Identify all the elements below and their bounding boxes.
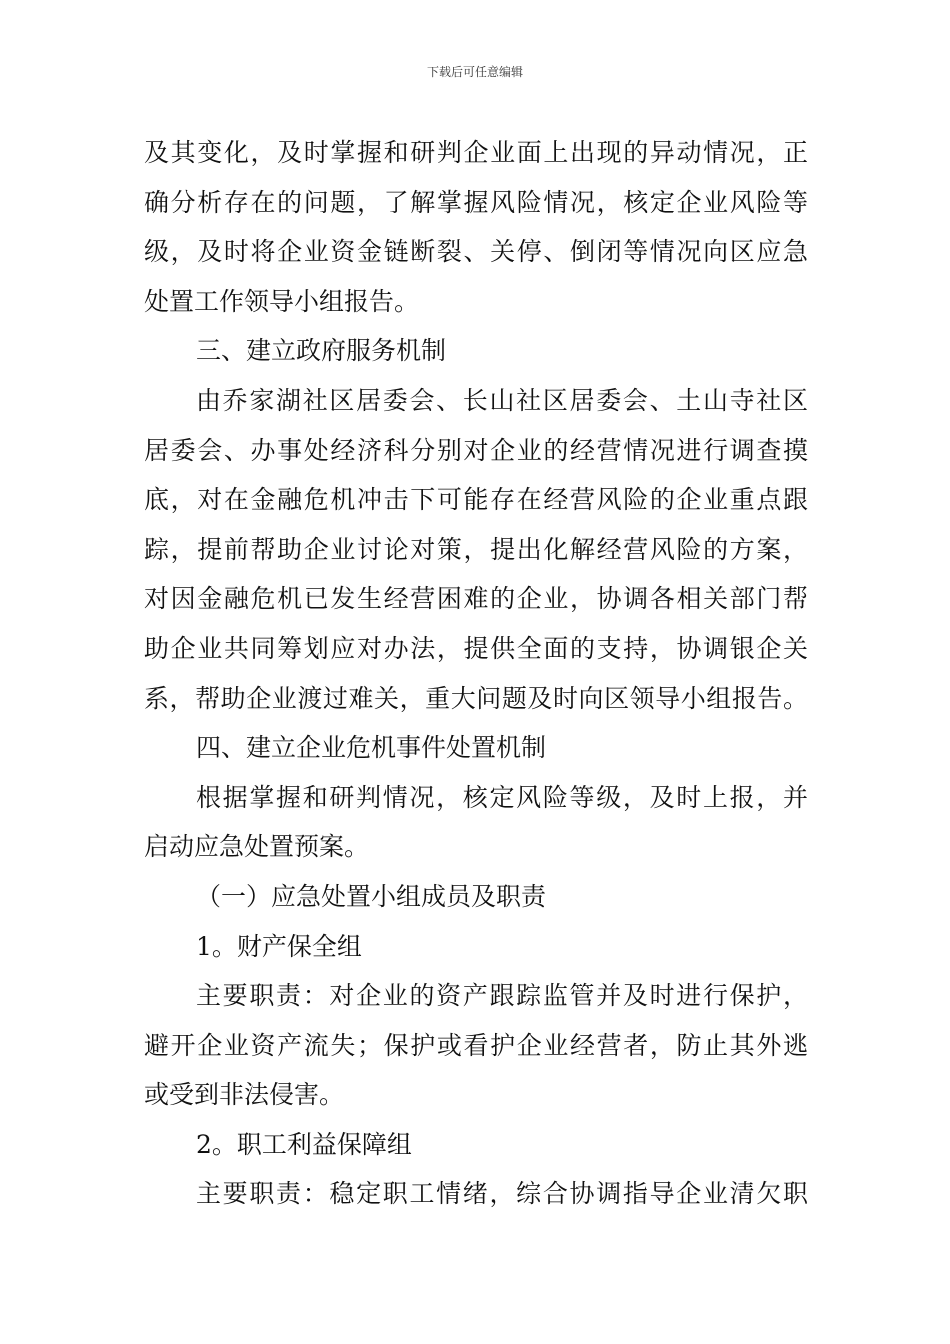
text-line: 居委会、办事处经济科分别对企业的经营情况进行调查摸 [144, 435, 808, 465]
text-line: 确分析存在的问题，了解掌握风险情况，核定企业风险等 [144, 187, 808, 217]
paragraph-start-line: 四、建立企业危机事件处置机制 [196, 733, 547, 763]
text-line: 启动应急处置预案。 [144, 832, 370, 862]
text-line: 踪，提前帮助企业讨论对策，提出化解经营风险的方案， [144, 534, 808, 564]
paragraph-start-line: 主要职责：稳定职工情绪，综合协调指导企业清欠职 [196, 1179, 808, 1209]
paragraph-start-line: 1。财产保全组 [196, 931, 362, 961]
paragraph-start-line: （一）应急处置小组成员及职责 [196, 881, 547, 911]
page-header: 下载后可任意编辑 [426, 65, 523, 79]
text-line: 或受到非法侵害。 [144, 1080, 345, 1110]
text-line: 避开企业资产流失；保护或看护企业经营者，防止其外逃 [144, 1030, 808, 1060]
paragraph-start-line: 根据掌握和研判情况，核定风险等级，及时上报，并 [196, 782, 808, 812]
document-body [144, 128, 808, 1219]
text-line: 系，帮助企业渡过难关，重大问题及时向区领导小组报告。 [144, 683, 808, 713]
text-line: 级，及时将企业资金链断裂、关停、倒闭等情况向区应急 [144, 237, 808, 267]
text-line: 对因金融危机已发生经营困难的企业，协调各相关部门帮 [144, 584, 808, 614]
text-line: 处置工作领导小组报告。 [144, 286, 420, 316]
text-line: 及其变化，及时掌握和研判企业面上出现的异动情况，正 [144, 138, 808, 167]
paragraph-start-line: 2。职工利益保障组 [196, 1129, 412, 1159]
text-line: 底，对在金融危机冲击下可能存在经营风险的企业重点跟 [144, 485, 808, 515]
paragraph-start-line: 三、建立政府服务机制 [196, 336, 447, 366]
paragraph-start-line: 由乔家湖社区居委会、长山社区居委会、土山寺社区 [196, 385, 808, 415]
text-line: 助企业共同筹划应对办法，提供全面的支持，协调银企关 [144, 633, 808, 663]
paragraph-start-line: 主要职责：对企业的资产跟踪监管并及时进行保护， [196, 981, 808, 1011]
